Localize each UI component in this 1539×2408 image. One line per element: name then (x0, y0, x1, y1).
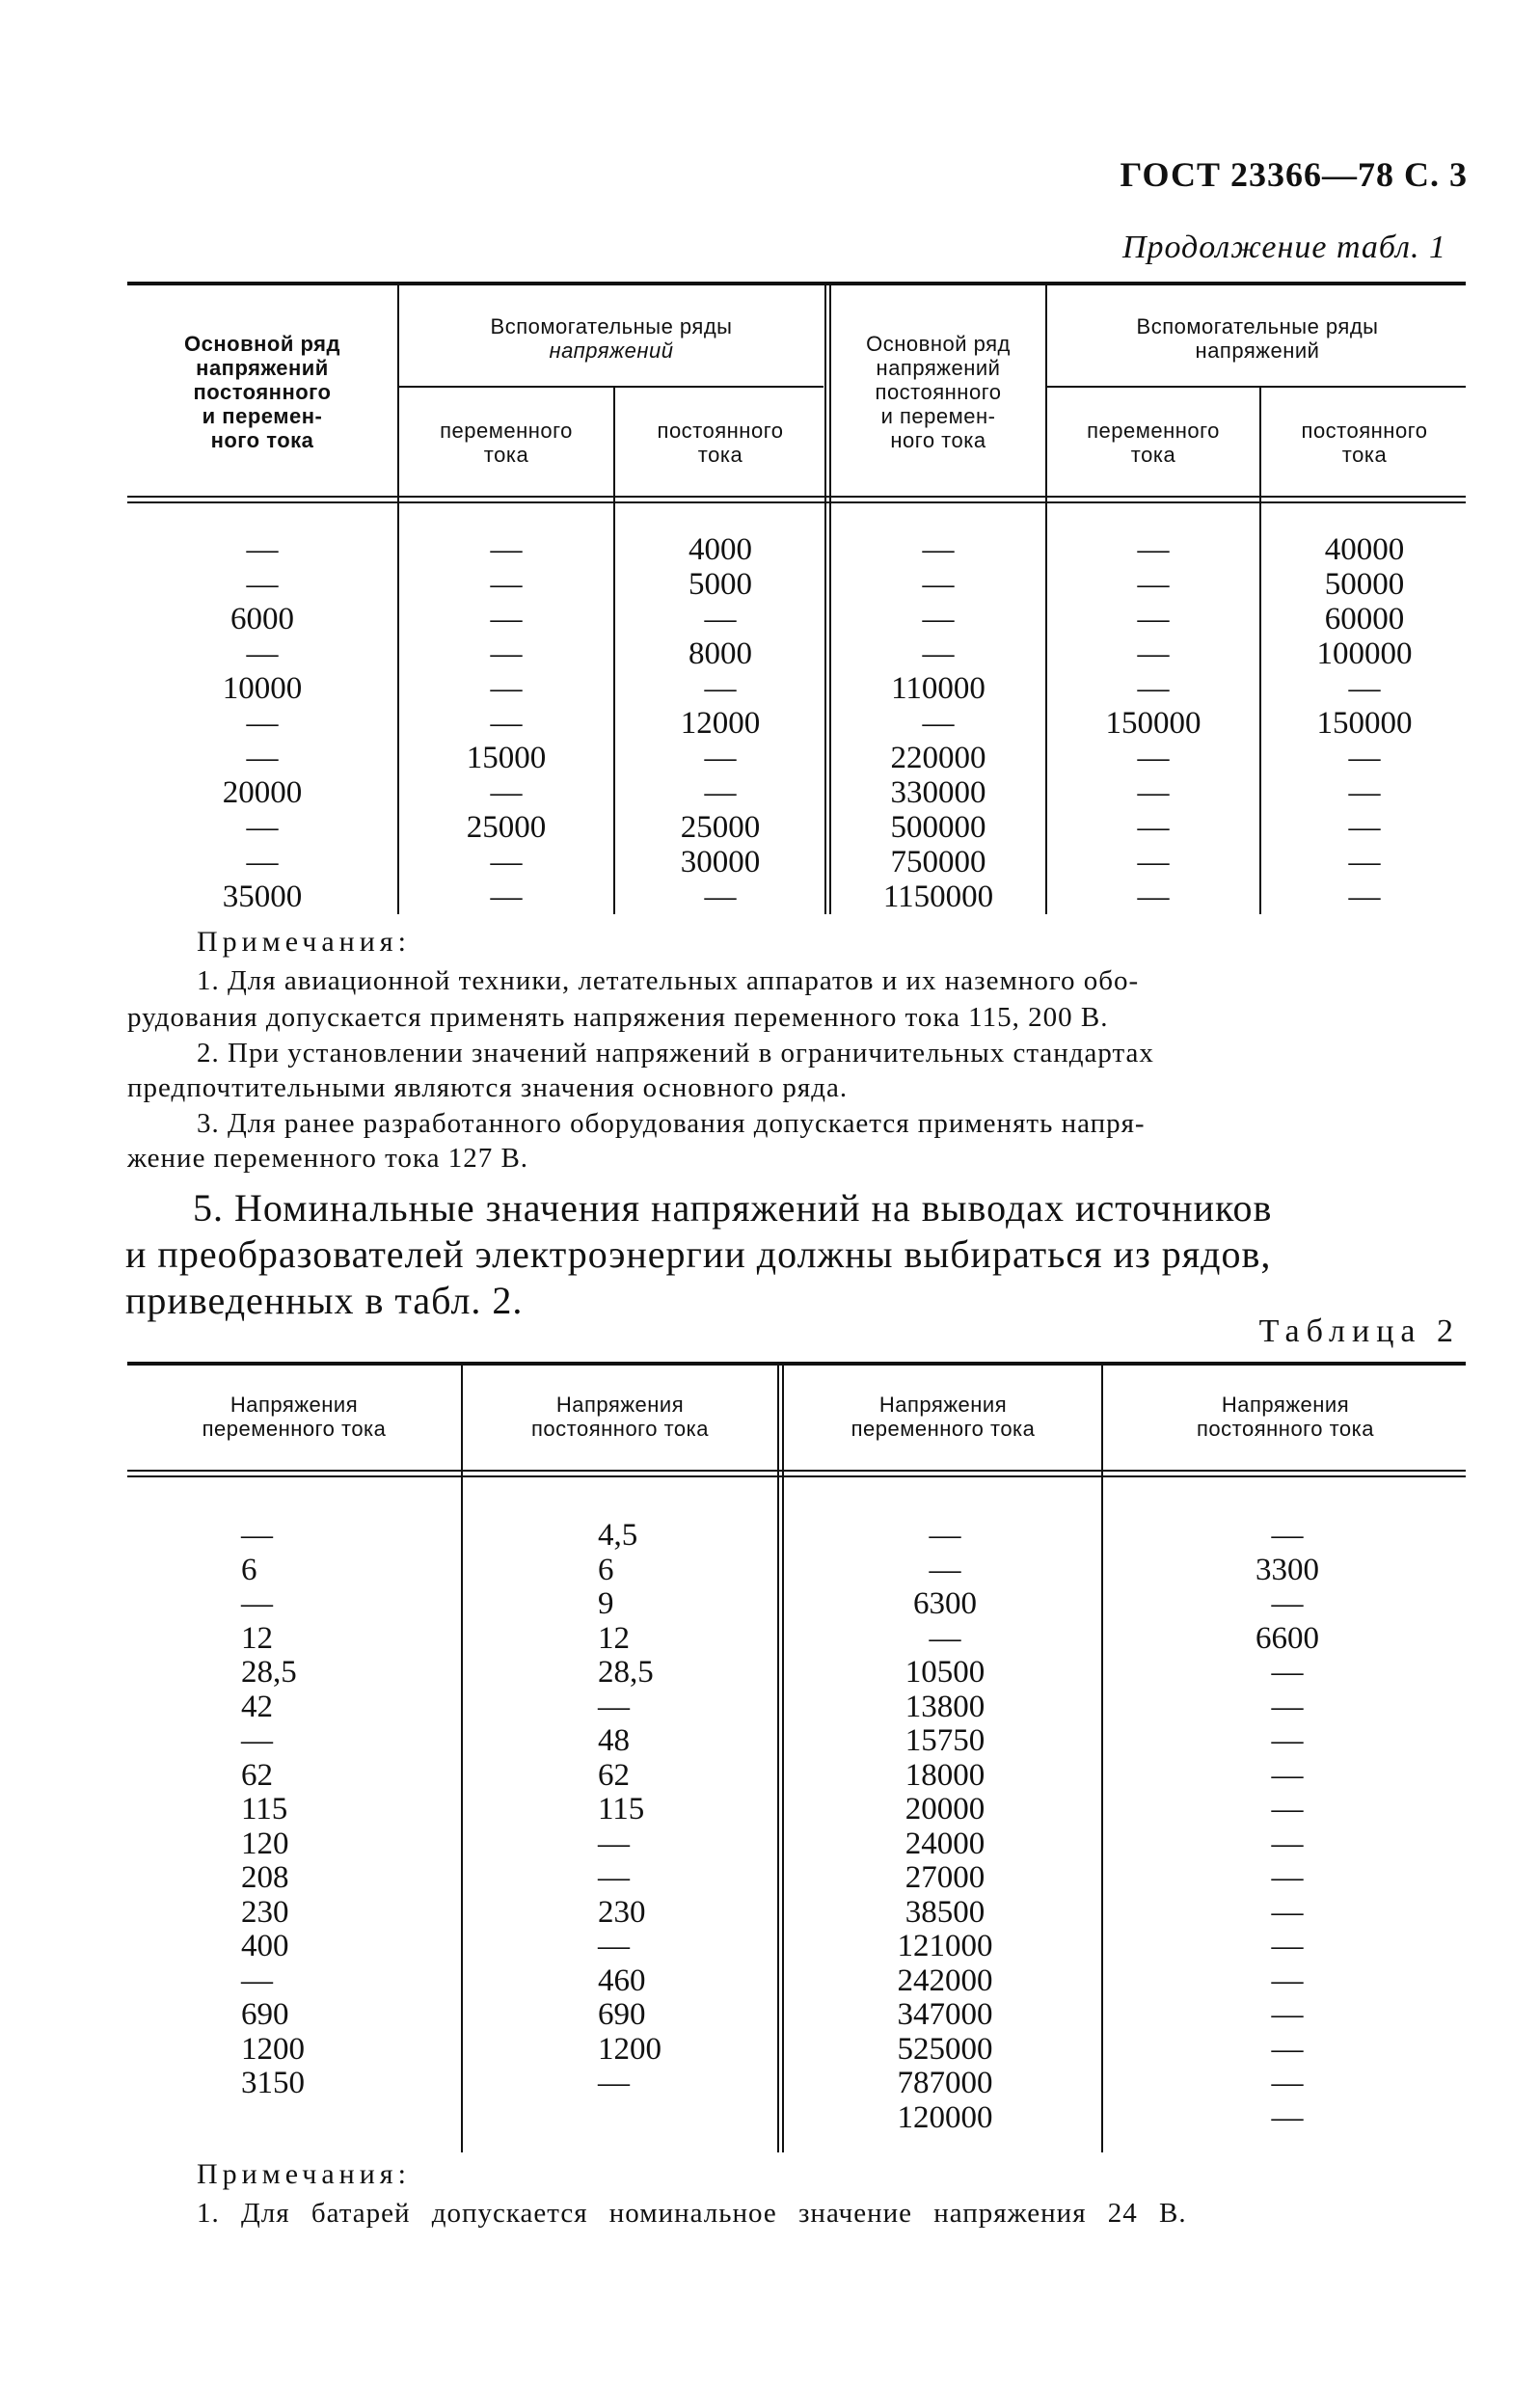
table-cell: 150000 (1316, 706, 1413, 741)
table-cell: — (490, 671, 523, 706)
table-cell: — (1137, 879, 1170, 914)
table-cell: — (1271, 1826, 1304, 1861)
table-cell: 3150 (241, 2066, 305, 2100)
table2-vline (1101, 1366, 1103, 2152)
table-cell: — (490, 636, 523, 671)
table-cell: — (1271, 1894, 1304, 1930)
table2-column-ac-right (868, 1518, 1022, 2134)
notes-title: Примечания: (197, 926, 411, 958)
note-line: 2. При установлении значений напряжений в ограничительных стандартах (197, 1038, 1154, 1069)
table-cell: — (929, 1518, 961, 1553)
table2-header-dc-left: Напряжения постоянного тока (531, 1393, 709, 1441)
table-cell: — (1271, 1962, 1304, 1998)
table-cell: 6600 (1256, 1620, 1319, 1656)
table-cell: — (922, 706, 955, 741)
table-cell: — (704, 602, 737, 636)
table-cell: 150000 (1105, 706, 1202, 741)
table-cell: — (704, 775, 737, 810)
table-cell: — (922, 602, 955, 636)
table-cell: 24000 (904, 1826, 986, 1861)
table-cell: — (490, 567, 523, 602)
table-cell: 62 (598, 1757, 630, 1793)
table-cell: — (1271, 1518, 1304, 1553)
table-cell: — (1271, 1586, 1304, 1621)
table-cell: — (490, 532, 523, 567)
table-cell: — (929, 1552, 961, 1587)
table-cell: — (246, 741, 279, 775)
paragraph-line: 5. Номинальные значения напряжений на выводах источников (193, 1186, 1273, 1230)
table2-top-rule (127, 1362, 1466, 1366)
table-cell: 48 (598, 1723, 630, 1758)
table-cell: 525000 (897, 2031, 993, 2067)
table1-column-dc-right (1263, 532, 1466, 914)
table-cell: — (1137, 567, 1170, 602)
table-cell: 4000 (688, 532, 752, 567)
table-cell: — (598, 1689, 630, 1724)
table1-header-main-left: Основной ряд напряжений постоянного и перемен- ного тока (184, 332, 340, 452)
table-cell: 15750 (904, 1723, 986, 1758)
table1-vline (1045, 285, 1047, 914)
table2-label: Таблица 2 (1258, 1313, 1460, 1349)
table-cell: — (241, 1723, 273, 1758)
note-line: жение переменного тока 127 В. (127, 1143, 529, 1174)
table-cell: — (1137, 845, 1170, 879)
table1-header-ac: переменного тока (440, 419, 573, 467)
table-cell: — (246, 845, 279, 879)
table-cell: 12 (241, 1620, 273, 1656)
table2-header-ac-left: Напряжения переменного тока (202, 1393, 387, 1441)
table2-column-ac-left (241, 1518, 386, 2134)
table1-header-ac-right: переменного тока (1087, 419, 1220, 467)
table2-column-dc-right (1215, 1518, 1360, 2134)
table1-header-dc: постоянного тока (657, 419, 784, 467)
table-cell: 40000 (1324, 532, 1405, 567)
table-cell: 3300 (1256, 1552, 1319, 1587)
table-cell: 9 (598, 1586, 614, 1621)
table2-header-ac-right: Напряжения переменного тока (850, 1393, 1036, 1441)
table2-vline (461, 1366, 463, 2152)
table-cell: 400 (241, 1929, 289, 1963)
table-continuation-label: Продолжение табл. 1 (1121, 230, 1446, 265)
table-cell: — (1271, 2031, 1304, 2067)
table-cell: 28,5 (598, 1655, 654, 1690)
page-header: ГОСТ 23366—78 С. 3 (1120, 155, 1468, 194)
table-cell: 20000 (904, 1792, 986, 1826)
table-cell: 25000 (466, 810, 547, 845)
table-cell: — (1348, 845, 1381, 879)
table1-column-ac-right (1049, 532, 1257, 914)
table-cell: — (598, 2066, 630, 2100)
note-line: 1. Для батарей допускается номинальное значение напряжения 24 В. (197, 2198, 1187, 2229)
table1-column-main-left (129, 532, 395, 914)
table-cell: — (704, 879, 737, 914)
table-cell: — (922, 636, 955, 671)
table-cell: 750000 (890, 845, 986, 879)
note-line: предпочтительными являются значения основного ряда. (127, 1072, 849, 1103)
table-cell: — (1271, 1757, 1304, 1793)
table-cell: — (598, 1929, 630, 1963)
table1-header-aux-right: Вспомогательные ряды напряжений (1136, 314, 1379, 363)
table-cell: 10500 (904, 1655, 986, 1690)
table-cell: 28,5 (241, 1655, 297, 1690)
note-line: 1. Для авиационной техники, летательных аппаратов и их наземного обо- (197, 965, 1140, 996)
table-cell: — (1271, 1689, 1304, 1724)
table-cell: — (1271, 1655, 1304, 1690)
table-cell: — (241, 1962, 273, 1998)
table-cell: — (922, 532, 955, 567)
paragraph-line: приведенных в табл. 2. (125, 1279, 524, 1322)
table-cell: 110000 (891, 671, 986, 706)
table-cell: — (246, 636, 279, 671)
table-cell: 115 (598, 1792, 645, 1826)
table-cell: — (1271, 1929, 1304, 1963)
table-cell: 15000 (466, 741, 547, 775)
table-cell: 100000 (1316, 636, 1413, 671)
table-cell: — (1137, 775, 1170, 810)
table2-header-rule-1 (127, 1470, 1466, 1472)
table1-header-main-right: Основной ряд напряжений постоянного и перемен- ного тока (866, 332, 1011, 452)
note-line: 3. Для ранее разработанного оборудования допускается применять напря- (197, 1108, 1146, 1139)
table1-column-dc (617, 532, 824, 914)
table-cell: — (241, 1586, 273, 1621)
table-cell: 115 (241, 1792, 288, 1826)
table-cell: — (1271, 2066, 1304, 2100)
table-cell: — (922, 567, 955, 602)
table-cell: — (1137, 810, 1170, 845)
table-cell: 42 (241, 1689, 273, 1724)
table1-header-rule-2 (127, 501, 1466, 503)
table-cell: 62 (241, 1757, 273, 1793)
note-line: рудования допускается применять напряжения переменного тока 115, 200 В. (127, 1002, 1109, 1033)
table-cell: — (241, 1518, 273, 1553)
table-cell: — (490, 845, 523, 879)
table-cell: 25000 (680, 810, 761, 845)
table-cell: — (598, 1826, 630, 1861)
table-cell: 12 (598, 1620, 630, 1656)
table-cell: — (1271, 1723, 1304, 1758)
table-cell: 220000 (890, 741, 986, 775)
table-cell: 60000 (1324, 602, 1405, 636)
table-cell: — (704, 671, 737, 706)
table1-top-rule (127, 282, 1466, 285)
table-cell: 121000 (897, 1929, 993, 1963)
table-cell: 8000 (688, 636, 752, 671)
table-cell: — (246, 706, 279, 741)
table-cell: 1200 (241, 2031, 305, 2067)
table1-column-ac (401, 532, 611, 914)
table-cell: — (490, 602, 523, 636)
table-cell: — (1271, 1997, 1304, 2032)
table-cell: 38500 (904, 1894, 986, 1930)
table1-column-main-right (833, 532, 1043, 914)
table1-header-dc-right: постоянного тока (1301, 419, 1428, 467)
table-cell: — (1137, 741, 1170, 775)
table-cell: 1150000 (882, 879, 994, 914)
table-cell: 13800 (904, 1689, 986, 1724)
table-cell (598, 2100, 762, 2135)
table-cell: — (246, 532, 279, 567)
paragraph-line: и преобразователей электроэнергии должны выбираться из рядов, (125, 1232, 1272, 1276)
table-cell: — (1271, 2099, 1304, 2135)
table-cell: 6300 (913, 1586, 977, 1621)
table-cell: — (1348, 775, 1381, 810)
table-cell: 208 (241, 1860, 289, 1895)
table1-subheader-rule-right (1047, 386, 1466, 388)
table-cell: 12000 (680, 706, 761, 741)
table-cell: — (1271, 1792, 1304, 1826)
table-cell: — (1137, 532, 1170, 567)
table-cell: 230 (598, 1894, 646, 1930)
table-cell: 20000 (222, 775, 303, 810)
table-cell: 120 (241, 1826, 289, 1861)
table2-double-vline (777, 1366, 784, 2152)
table1-subheader-rule-left (399, 386, 824, 388)
table-cell: 242000 (897, 1962, 993, 1998)
table-cell: — (1137, 636, 1170, 671)
table-cell: — (704, 741, 737, 775)
table2-column-dc-left (598, 1518, 762, 2134)
table-cell: 330000 (890, 775, 986, 810)
table-cell: 1200 (598, 2031, 662, 2067)
table-cell: — (246, 810, 279, 845)
table2-header-rule-2 (127, 1475, 1466, 1477)
table2-header-dc-right: Напряжения постоянного тока (1197, 1393, 1374, 1441)
table-cell: — (1348, 879, 1381, 914)
table-cell: 230 (241, 1894, 289, 1930)
table-cell: 787000 (897, 2066, 993, 2100)
table-cell (241, 2100, 386, 2135)
table-cell: — (929, 1620, 961, 1656)
table-cell: — (490, 775, 523, 810)
table-cell: — (1348, 741, 1381, 775)
table-cell: 50000 (1324, 567, 1405, 602)
table-cell: 6 (241, 1552, 257, 1587)
table-cell: 347000 (897, 1997, 993, 2032)
notes-title: Примечания: (197, 2158, 411, 2190)
table-cell: — (1271, 1860, 1304, 1895)
table-cell: 27000 (904, 1860, 986, 1895)
table-cell: 5000 (688, 567, 752, 602)
table-cell: — (598, 1860, 630, 1895)
table-cell: 10000 (222, 671, 303, 706)
table-cell: — (490, 706, 523, 741)
table-cell: 6000 (230, 602, 294, 636)
table-cell: — (1348, 671, 1381, 706)
table-cell: 500000 (890, 810, 986, 845)
table-cell: — (1137, 602, 1170, 636)
table-cell: 35000 (222, 879, 303, 914)
table-cell: 690 (241, 1997, 289, 2032)
table1-double-vline (824, 285, 831, 914)
table-cell: 690 (598, 1997, 646, 2032)
table-cell: — (1137, 671, 1170, 706)
table1-header-rule-1 (127, 496, 1466, 498)
table1-vline (397, 285, 399, 914)
table1-vline (613, 388, 615, 914)
table-cell: 18000 (904, 1757, 986, 1793)
table-cell: 4,5 (598, 1518, 638, 1553)
table-cell: 6 (598, 1552, 614, 1587)
table-cell: 460 (598, 1962, 646, 1998)
table-cell: — (1348, 810, 1381, 845)
table1-vline (1259, 388, 1261, 914)
table-cell: 120000 (897, 2099, 993, 2135)
table-cell: 30000 (680, 845, 761, 879)
table1-header-aux-left: Вспомогательные ряды напряжений (490, 314, 733, 363)
table-cell: — (490, 879, 523, 914)
table-cell: — (246, 567, 279, 602)
